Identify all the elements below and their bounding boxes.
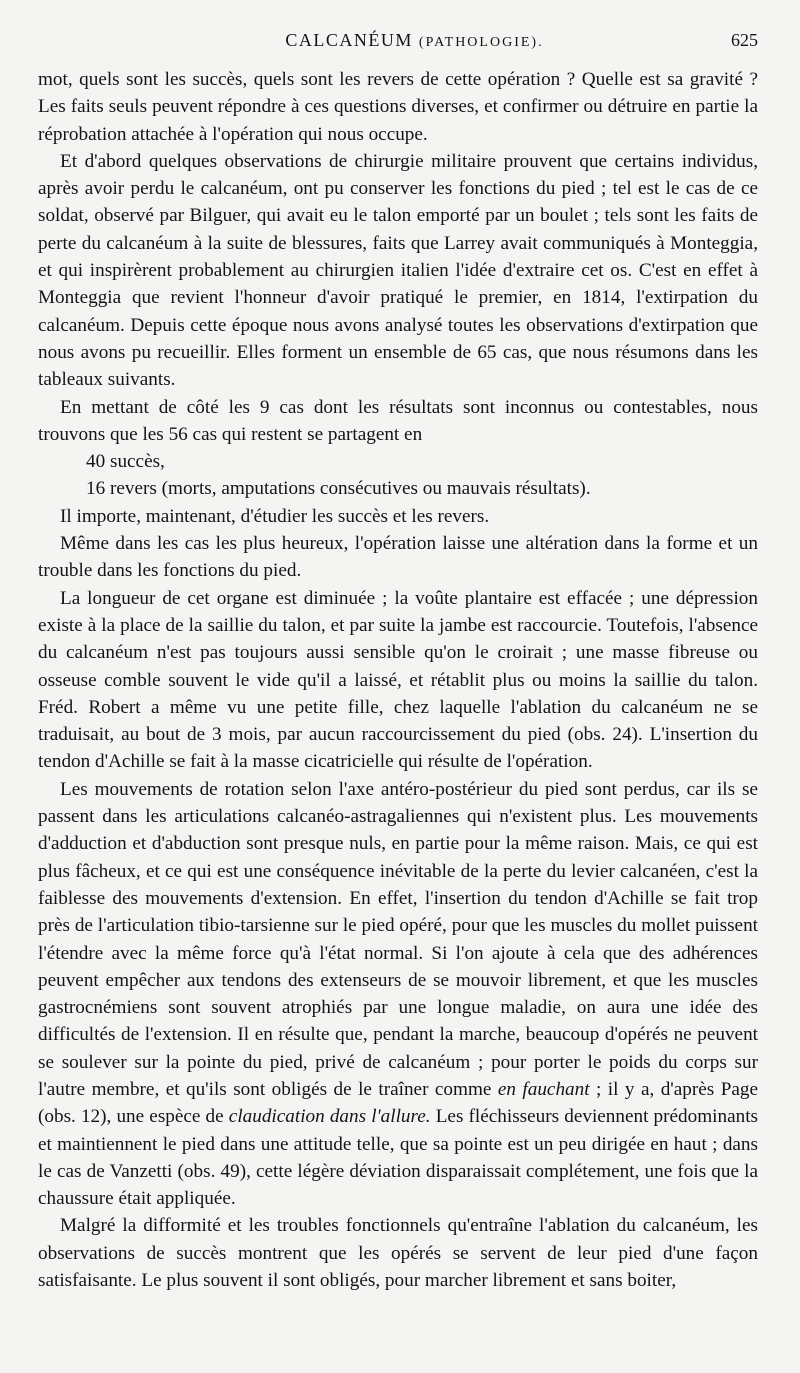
- paragraph: Même dans les cas les plus heureux, l'opération laisse une altération dans la forme et un trouble dans les fonctions du pied.: [38, 533, 758, 582]
- page-number: 625: [730, 30, 758, 50]
- paragraph: [38, 776, 758, 1213]
- list-item: 40 succès,: [86, 451, 165, 473]
- paragraph: Il importe, maintenant, d'étudier les succès et les revers.: [60, 505, 490, 527]
- paragraph-text: ; il y a, d'après Page (obs. 12), une espèce de: [38, 1078, 758, 1128]
- paragraph: La longueur de cet organe est diminuée ; la voûte plantaire est effacée ; une dépression existe à la place de la saillie du talon, et par suite la jambe est raccourcie. Toutefois, l'absence du calcanéum n'est pas toujours aussi sensible qu'on le croirait ; une masse fibreuse ou osseuse comble souvent le vide qu'il a laissé, et rétablit plus ou moins la saillie du talon. Fréd. Robert a même vu une petite fille, chez laquelle l'ablation du calcanéum ne se traduisait, au bout de 3 mois, par aucun raccourcissement du pied (obs. 24). L'insertion du tendon d'Achille se fait à la masse cicatricielle qui résulte de l'opération.: [38, 587, 758, 773]
- paragraph: Malgré la difformité et les troubles fonctionnels qu'entraîne l'ablation du calcanéum, les observations de succès montrent que les opérés se servent de leur pied d'une façon satisfaisante. Le plus souvent il sont obligés, pour marcher librement et sans boiter,: [38, 1215, 758, 1292]
- running-title-main: CALCANÉUM: [285, 30, 413, 50]
- paragraph: En mettant de côté les 9 cas dont les résultats sont inconnus ou contestables, nous trouvons que les 56 cas qui restent se partagent en: [38, 396, 758, 445]
- list-item: 16 revers (morts, amputations consécutives ou mauvais résultats).: [86, 478, 591, 500]
- results-list: [38, 448, 758, 503]
- italic-phrase: claudication dans l'allure.: [228, 1106, 431, 1128]
- running-title: [285, 30, 543, 51]
- paragraph-text: Les fléchisseurs deviennent prédominants et maintiennent le pied dans une attitude telle, que sa pointe est un peu dirigée en haut ; dans le cas de Vanzetti (obs. 49), cette légère déviation disparaissait complétement, une fois que la chaussure était appliquée.: [38, 1106, 758, 1210]
- running-header: [38, 30, 758, 66]
- italic-phrase: en fauchant: [497, 1078, 590, 1100]
- body-text: [38, 66, 758, 1294]
- paragraph: Et d'abord quelques observations de chirurgie militaire prouvent que certains individus, après avoir perdu le calcanéum, ont pu conserver les fonctions du pied ; tel est le cas de ce soldat, observé par Bilguer, qui avait eu le talon emporté par un boulet ; tels sont les faits de perte du calcanéum à la suite de blessures, faits que Larrey avait communiqués à Monteggia, et qui inspirèrent probablement au chirurgien italien l'idée d'extraire cet os. C'est en effet à Monteggia que revient l'honneur d'avoir pratiqué le premier, en 1814, l'extirpation du calcanéum. Depuis cette époque nous avons analysé toutes les observations d'extirpation que nous avons pu recueillir. Elles forment un ensemble de 65 cas, que nous résumons dans les tableaux suivants.: [38, 150, 758, 391]
- paragraph: mot, quels sont les succès, quels sont les revers de cette opération ? Quelle est sa gravité ? Les faits seuls peuvent répondre à ces questions diverses, et confirmer ou détruire en partie la réprobation attachée à l'opération qui nous occupe.: [38, 69, 758, 145]
- running-title-sub: (PATHOLOGIE).: [418, 35, 544, 50]
- paragraph-text: Les mouvements de rotation selon l'axe antéro-postérieur du pied sont perdus, car ils se passent dans les articulations calcanéo-astragaliennes qui n'existent plus. Les mouvements d'adduction et d'abduction sont presque nuls, en partie pour la même raison. Mais, ce qui est plus fâcheux, et ce qui est une conséquence inévitable de la perte du levier calcanéen, c'est la faiblesse des mouvements d'extension. En effet, l'insertion du tendon d'Achille se fait trop près de l'articulation tibio-tarsienne sur le pied opéré, pour que les muscles du mollet puissent l'étendre avec la même force qu'à l'état normal. Si l'on ajoute à cela que des adhérences peuvent empêcher aux tendons des extenseurs de se mouvoir librement, et que les muscles gastrocnémiens sont souvent atrophiés par une longue maladie, on aura une idée des difficultés de l'extension. Il en résulte que, pendant la marche, beaucoup d'opérés ne peuvent se soulever sur la pointe du pied, privé de calcanéum ; pour porter le poids du corps sur l'autre membre, et qu'ils sont obligés de le traîner comme: [38, 778, 758, 1100]
